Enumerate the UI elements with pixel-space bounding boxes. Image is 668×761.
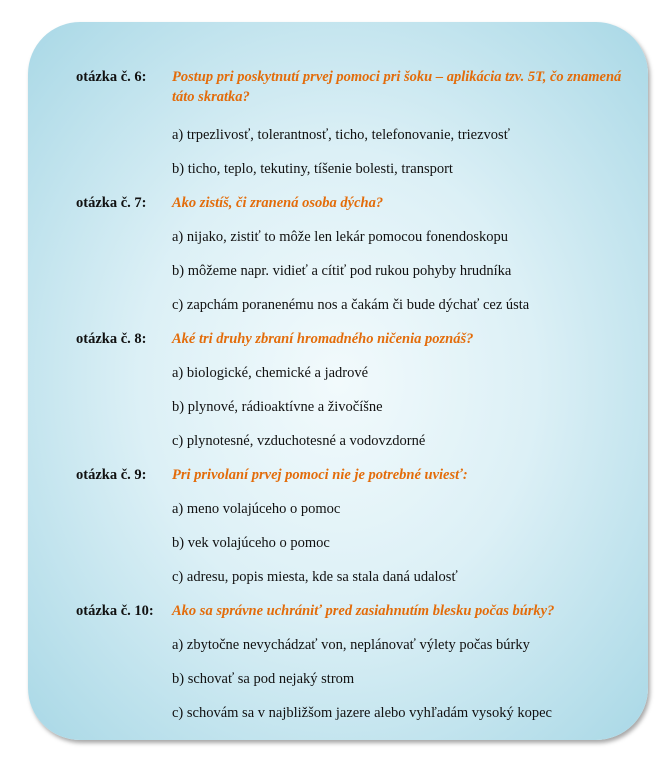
question-text: Ako zistíš, či zranená osoba dýcha? (172, 195, 384, 211)
answer-option: b) schovať sa pod nejaký strom (172, 671, 355, 687)
answer-option: b) ticho, teplo, tekutiny, tíšenie bolesti, transport (172, 161, 453, 177)
question-7 (76, 193, 646, 329)
answer-option: a) trpezlivosť, tolerantnosť, ticho, telefonovanie, triezvosť (172, 127, 510, 143)
question-label: otázka č. 9: (76, 467, 147, 483)
question-text: Pri privolaní prvej pomoci nie je potrebné uviesť: (172, 467, 468, 483)
answer-option: a) meno volajúceho o pomoc (172, 501, 341, 517)
question-list (76, 67, 646, 723)
question-text: Aké tri druhy zbraní hromadného ničenia poznáš? (172, 331, 474, 347)
answer-option: b) vek volajúceho o pomoc (172, 535, 330, 551)
question-text: Ako sa správne uchrániť pred zasiahnutím blesku počas búrky? (172, 603, 555, 619)
answer-option: a) zbytočne nevychádzať von, neplánovať výlety počas búrky (172, 637, 530, 653)
question-9 (76, 465, 646, 601)
answer-option: b) môžeme napr. vidieť a cítiť pod rukou pohyby hrudníka (172, 263, 512, 279)
question-card (28, 22, 648, 740)
question-label: otázka č. 6: (76, 69, 147, 85)
question-8 (76, 329, 646, 465)
answer-option: c) plynotesné, vzduchotesné a vodovzdorné (172, 433, 426, 449)
answer-option: c) adresu, popis miesta, kde sa stala daná udalosť (172, 569, 458, 585)
question-text: Postup pri poskytnutí prvej pomoci pri šoku – aplikácia tzv. 5T, čo znamená táto skratka? (172, 69, 622, 105)
answer-option: a) nijako, zistiť to môže len lekár pomocou fonendoskopu (172, 229, 508, 245)
answer-option: c) schovám sa v najbližšom jazere alebo vyhľadám vysoký kopec (172, 705, 552, 721)
question-label: otázka č. 8: (76, 331, 147, 347)
question-6 (76, 67, 646, 193)
answer-option: a) biologické, chemické a jadrové (172, 365, 369, 381)
question-label: otázka č. 10: (76, 603, 154, 619)
answer-option: b) plynové, rádioaktívne a živočíšne (172, 399, 383, 415)
answer-option: c) zapchám poranenému nos a čakám či bude dýchať cez ústa (172, 297, 530, 313)
question-label: otázka č. 7: (76, 195, 147, 211)
question-10 (76, 601, 646, 723)
